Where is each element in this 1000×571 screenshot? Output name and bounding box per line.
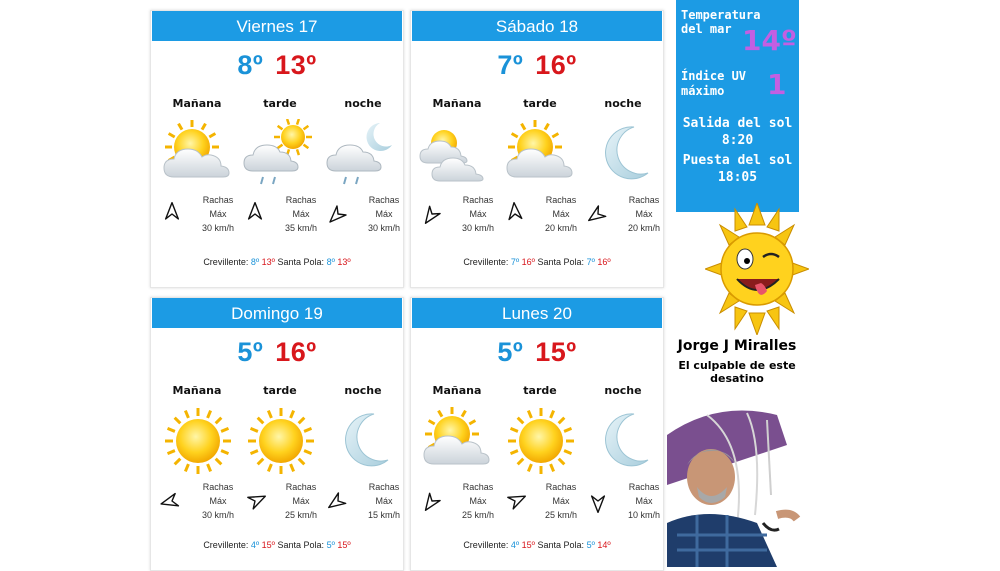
crevillente-label: Crevillente: xyxy=(203,540,249,550)
wind-max-label: Máx xyxy=(292,209,310,219)
period-label: Mañana xyxy=(172,97,222,110)
wind-speed: 25 km/h xyxy=(284,510,317,520)
sunset-label: Puesta del sol xyxy=(682,153,793,168)
day-title: Lunes 20 xyxy=(412,298,662,328)
wind-direction-icon xyxy=(419,488,444,513)
wind-max-label: Máx xyxy=(552,209,570,219)
wind-info xyxy=(619,480,669,522)
santa-pola-label: Santa Pola: xyxy=(537,540,585,550)
cartoon-sun-icon xyxy=(705,203,809,335)
max-temp: 13º xyxy=(275,50,317,80)
day-card xyxy=(150,297,404,571)
wind-direction-icon xyxy=(500,199,531,230)
wind-info xyxy=(359,193,409,235)
wind-max-label: Máx xyxy=(552,496,570,506)
santa-pola-label: Santa Pola: xyxy=(537,257,585,267)
santa-pola-min: 7º xyxy=(586,257,595,267)
crevillente-max: 13º xyxy=(261,257,275,267)
sea-temp-label: Temperatura xyxy=(681,8,761,22)
wind-max-label: Máx xyxy=(375,496,393,506)
crevillente-label: Crevillente: xyxy=(463,540,509,550)
wind-max-label: Máx xyxy=(635,496,653,506)
author-subtitle xyxy=(666,359,808,385)
day-card xyxy=(410,10,664,288)
wind-direction-icon xyxy=(501,487,529,515)
wind-speed: 30 km/h xyxy=(461,223,494,233)
wind-speed: 35 km/h xyxy=(284,223,317,233)
temperature-range xyxy=(151,50,403,81)
period-label: Mañana xyxy=(432,97,482,110)
wind-info xyxy=(276,193,326,235)
day-title: Sábado 18 xyxy=(412,11,662,41)
crevillente-min: 4º xyxy=(510,540,520,550)
wind-info xyxy=(453,480,503,522)
max-temp: 16º xyxy=(275,337,317,367)
period-label: Mañana xyxy=(172,384,222,397)
wind-speed: 25 km/h xyxy=(544,510,577,520)
wind-max-label: Máx xyxy=(209,496,227,506)
wind-direction-icon xyxy=(325,488,350,513)
wind-direction-icon xyxy=(239,198,270,229)
sun-icon xyxy=(501,406,581,476)
wind-max-label: Máx xyxy=(209,209,227,219)
wind-max-label: Máx xyxy=(469,496,487,506)
wind-label: Rachas xyxy=(628,195,660,205)
period-label: noche xyxy=(344,384,382,397)
period-label: noche xyxy=(344,97,382,110)
wind-info xyxy=(536,193,586,235)
period-label: tarde xyxy=(523,384,557,397)
temperature-range xyxy=(411,337,663,368)
wind-speed: 20 km/h xyxy=(544,223,577,233)
period-label: Mañana xyxy=(432,384,482,397)
wind-label: Rachas xyxy=(545,195,577,205)
local-temps xyxy=(151,257,403,267)
uv-label-2: máximo xyxy=(681,84,725,98)
crevillente-label: Crevillente: xyxy=(463,257,509,267)
sea-temp-value: 14º xyxy=(742,24,797,57)
santa-pola-max: 16º xyxy=(597,257,611,267)
wind-max-label: Máx xyxy=(635,209,653,219)
wind-direction-icon xyxy=(585,201,610,226)
clouds-sun-icon xyxy=(418,119,498,189)
cloud-rain-sun-icon xyxy=(241,119,321,189)
wind-speed: 10 km/h xyxy=(627,510,660,520)
wind-label: Rachas xyxy=(202,195,234,205)
wind-info xyxy=(359,480,409,522)
wind-direction-icon xyxy=(419,201,444,226)
santa-pola-max: 13º xyxy=(337,257,351,267)
wind-speed: 30 km/h xyxy=(367,223,400,233)
period-label: noche xyxy=(604,384,642,397)
crevillente-min: 7º xyxy=(510,257,520,267)
santa-pola-min: 8º xyxy=(326,257,335,267)
wind-direction-icon xyxy=(582,485,613,516)
wind-max-label: Máx xyxy=(292,496,310,506)
period-label: tarde xyxy=(263,384,297,397)
author-subtitle-line: El culpable de este xyxy=(678,359,796,372)
sun-cloud-icon xyxy=(158,119,238,189)
moon-icon xyxy=(584,406,664,476)
wind-label: Rachas xyxy=(462,482,494,492)
wind-label: Rachas xyxy=(202,482,234,492)
wind-info xyxy=(193,193,243,235)
max-temp: 16º xyxy=(535,50,577,80)
uv-value: 1 xyxy=(767,68,787,101)
day-card xyxy=(150,10,404,288)
wind-speed: 25 km/h xyxy=(461,510,494,520)
sea-temp-label-2: del mar xyxy=(681,22,732,36)
wind-info xyxy=(276,480,326,522)
uv-label: Índice UV xyxy=(681,69,747,83)
crevillente-min: 8º xyxy=(250,257,260,267)
wind-speed: 15 km/h xyxy=(367,510,400,520)
wind-info xyxy=(193,480,243,522)
wind-label: Rachas xyxy=(368,482,400,492)
wind-speed: 30 km/h xyxy=(201,223,234,233)
wind-label: Rachas xyxy=(462,195,494,205)
cloud-rain-moon-icon xyxy=(324,119,404,189)
wind-speed: 30 km/h xyxy=(201,510,234,520)
wind-direction-icon xyxy=(241,487,269,515)
moon-icon xyxy=(584,119,664,189)
wind-speed: 20 km/h xyxy=(627,223,660,233)
wind-info xyxy=(619,193,669,235)
wind-max-label: Máx xyxy=(469,209,487,219)
wind-direction-icon xyxy=(327,203,349,225)
crevillente-max: 15º xyxy=(261,540,275,550)
crevillente-label: Crevillente: xyxy=(203,257,249,267)
wind-max-label: Máx xyxy=(375,209,393,219)
wind-label: Rachas xyxy=(368,195,400,205)
day-card xyxy=(410,297,664,571)
sun-icon xyxy=(158,406,238,476)
crevillente-max: 15º xyxy=(521,540,535,550)
sun-cloud-icon xyxy=(501,119,581,189)
min-temp: 5º xyxy=(497,337,524,367)
crevillente-min: 4º xyxy=(250,540,260,550)
wind-label: Rachas xyxy=(545,482,577,492)
santa-pola-min: 5º xyxy=(326,540,335,550)
santa-pola-label: Santa Pola: xyxy=(277,540,325,550)
wind-info xyxy=(536,480,586,522)
min-temp: 7º xyxy=(497,50,524,80)
santa-pola-min: 5º xyxy=(586,540,595,550)
wind-label: Rachas xyxy=(285,482,317,492)
author-name: Jorge J Miralles xyxy=(677,338,797,354)
santa-pola-max: 14º xyxy=(597,540,611,550)
wind-label: Rachas xyxy=(285,195,317,205)
temperature-range xyxy=(411,50,663,81)
period-label: tarde xyxy=(523,97,557,110)
moon-icon xyxy=(324,406,404,476)
local-temps xyxy=(411,257,663,267)
period-label: tarde xyxy=(263,97,297,110)
sun-cloud-icon xyxy=(418,406,498,476)
santa-pola-label: Santa Pola: xyxy=(277,257,325,267)
sea-info-panel xyxy=(676,0,799,212)
temperature-range xyxy=(151,337,403,368)
santa-pola-max: 15º xyxy=(337,540,351,550)
author-photo xyxy=(667,405,807,567)
min-temp: 5º xyxy=(237,337,264,367)
sunrise-label: Salida del sol xyxy=(682,116,793,131)
day-title: Domingo 19 xyxy=(152,298,402,328)
min-temp: 8º xyxy=(237,50,264,80)
sun-icon xyxy=(241,406,321,476)
local-temps xyxy=(411,540,663,550)
crevillente-max: 16º xyxy=(521,257,535,267)
period-label: noche xyxy=(604,97,642,110)
max-temp: 15º xyxy=(535,337,577,367)
wind-info xyxy=(453,193,503,235)
local-temps xyxy=(151,540,403,550)
author-subtitle-line: desatino xyxy=(710,372,764,385)
wind-direction-icon xyxy=(156,198,187,229)
day-title: Viernes 17 xyxy=(152,11,402,41)
sunset-time: 18:05 xyxy=(717,170,758,185)
wind-direction-icon xyxy=(157,486,187,516)
wind-label: Rachas xyxy=(628,482,660,492)
sunrise-time: 8:20 xyxy=(721,133,754,148)
